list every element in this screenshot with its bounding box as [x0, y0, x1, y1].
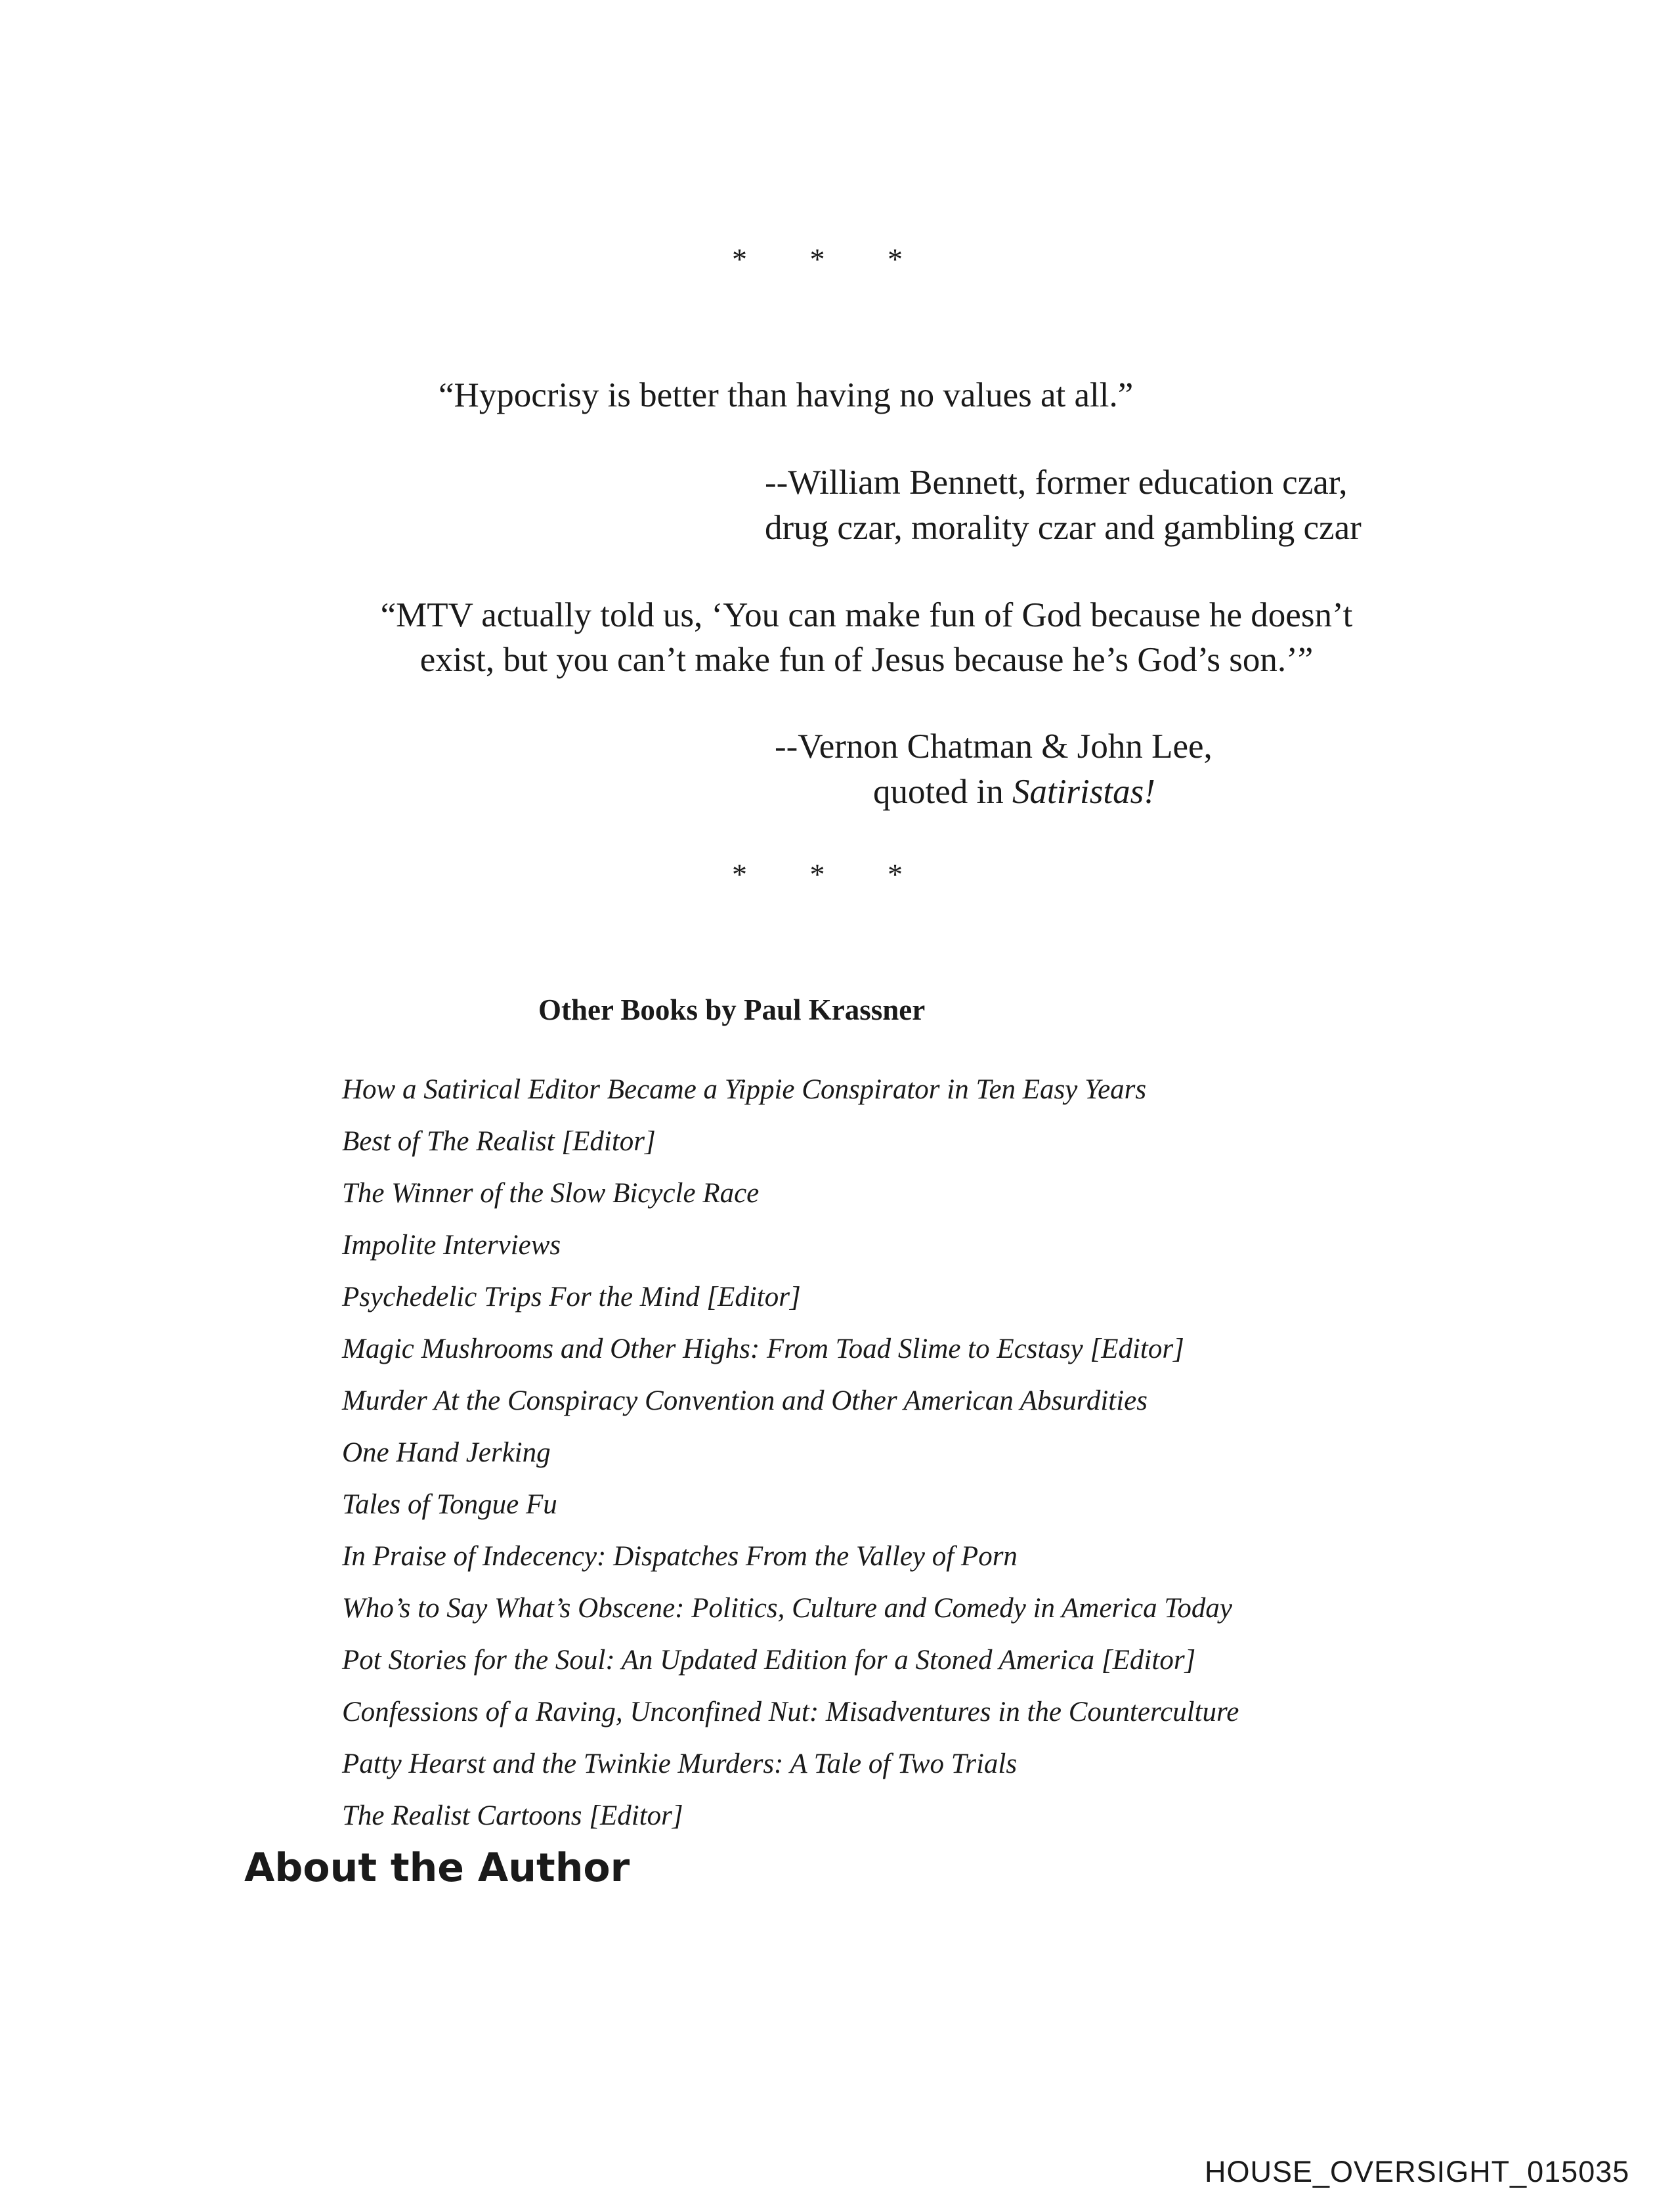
book-title: Best of The Realist [Editor] — [342, 1126, 656, 1157]
book-title: Magic Mushrooms and Other Highs: From Toad Slime to Ecstasy [Editor] — [342, 1334, 1184, 1364]
about-author-heading: About the Author — [244, 1845, 630, 1891]
book-title: Impolite Interviews — [342, 1230, 561, 1261]
book-title: In Praise of Indecency: Dispatches From the Valley of Porn — [342, 1541, 1018, 1572]
divider-bottom: * * * — [732, 857, 930, 891]
book-title: Pot Stories for the Soul: An Updated Edition for a Stoned America [Editor] — [342, 1645, 1196, 1676]
book-title: The Realist Cartoons [Editor] — [342, 1800, 683, 1831]
other-books-heading: Other Books by Paul Krassner — [538, 993, 926, 1026]
book-title: How a Satirical Editor Became a Yippie Conspirator in Ten Easy Years — [342, 1074, 1147, 1105]
divider-top: * * * — [732, 242, 930, 276]
quote-2-line-1: “MTV actually told us, ‘You can make fun of God because he doesn’t — [380, 596, 1353, 634]
book-title: Psychedelic Trips For the Mind [Editor] — [342, 1282, 801, 1312]
quote-1-text: “Hypocrisy is better than having no values at all.” — [439, 376, 1134, 414]
quote-2-attribution-line-2 — [873, 770, 1155, 815]
book-title-satiristas: Satiristas! — [1012, 773, 1155, 811]
document-id: HOUSE_OVERSIGHT_015035 — [1205, 2155, 1630, 2188]
book-title: The Winner of the Slow Bicycle Race — [342, 1178, 760, 1209]
book-title: Confessions of a Raving, Unconfined Nut: Misadventures in the Counterculture — [342, 1697, 1239, 1727]
book-title: Who’s to Say What’s Obscene: Politics, Culture and Comedy in America Today — [342, 1593, 1232, 1624]
book-title: Patty Hearst and the Twinkie Murders: A Tale of Two Trials — [342, 1748, 1018, 1779]
book-title: Murder At the Conspiracy Convention and Other American Absurdities — [342, 1385, 1148, 1416]
attribution-prefix: quoted in — [873, 773, 1012, 811]
quote-2-attribution-line-1: --Vernon Chatman & John Lee, — [775, 727, 1213, 766]
book-title: Tales of Tongue Fu — [342, 1489, 557, 1520]
quote-1-attribution-line-2: drug czar, morality czar and gambling czar — [765, 509, 1362, 547]
quote-1-attribution-line-1: --William Bennett, former education czar, — [765, 464, 1348, 502]
book-list — [342, 1064, 1239, 1842]
quote-2-line-2: exist, but you can’t make fun of Jesus because he’s God’s son.’” — [419, 641, 1314, 679]
book-title: One Hand Jerking — [342, 1437, 551, 1468]
